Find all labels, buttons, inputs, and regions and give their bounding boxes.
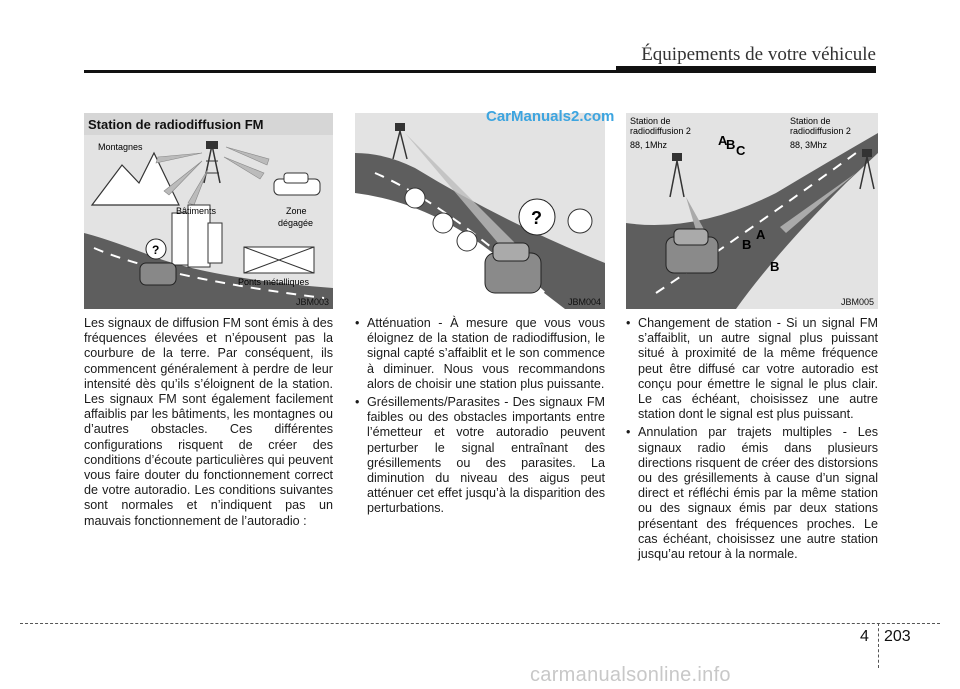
figure-code: JBM005: [840, 297, 874, 307]
figure-code: JBM004: [567, 297, 601, 307]
footer-rule: [20, 623, 940, 624]
figure-station-change-illustration: [626, 113, 878, 309]
bridge-icon: [244, 247, 314, 273]
figure-title: Station de radiodiffusion FM: [88, 117, 264, 132]
watermark-top: CarManuals2.com: [486, 108, 615, 125]
chapter-number: 4: [860, 628, 869, 645]
bullet-list-3: [626, 316, 878, 562]
watermark-footer: carmanualsonline.info: [530, 664, 731, 686]
figure-station-change: [626, 113, 878, 309]
column-3: [626, 316, 878, 565]
question-mark: ?: [152, 243, 160, 257]
question-mark: ?: [531, 208, 542, 228]
right-station-line2: radiodiffusion 2: [790, 126, 851, 136]
list-item: • Grésillements/Parasites - Des signaux FM faibles ou des obstacles importants entre l’émetteur et votre autoradio peuvent perturber le signal entraînant des grésillements ou des parasites. La diminution du niveau des aigus peut atténuer cet effet jusqu’à la disparition des perturbations.: [355, 395, 605, 517]
header-rule-accent: [616, 66, 876, 73]
label-buildings: Bâtiments: [176, 206, 217, 216]
letter-a-top: A: [718, 133, 728, 148]
list-item: • Annulation par trajets multiples - Les signaux radio émis dans plusieurs directions risquent de créer des distorsions ou des grésillements à cause d’un signal direct et réfléchi émis par la même station ou des signaux émis par deux stations présentant des fréquences proches. Le cas échéant, choisissez une autre station jusqu’au retour à la normale.: [626, 425, 878, 562]
letter-a-bottom: A: [756, 227, 766, 242]
intro-paragraph: Les signaux de diffusion FM sont émis à des fréquences élevées et n’épousent pas la courbure de la terre. Par conséquent, ils commencent généralement à perdre de leur intensité dès qu’ils s’éloignent de la station. Les signaux FM sont également facilement affaiblis par les bâtiments, les montagnes ou d’autres obstacles. Ces différentes configurations risquent de créer des conditions d’écoute particulières qui peuvent vous faire douter du fonctionnement correct de votre autoradio. Les conditions suivantes sont normales et n’indiquent pas un mauvais fonctionnement de l’autoradio :: [84, 316, 333, 528]
figure-fm-station-illustration: [84, 113, 333, 309]
left-frequency: 88, 1Mhz: [630, 140, 668, 150]
label-bridges: Ponts métalliques: [238, 277, 310, 287]
column-2: [355, 316, 605, 520]
right-station-line1: Station de: [790, 116, 831, 126]
figure-code: JBM003: [295, 297, 329, 307]
figure-fm-station: [84, 113, 333, 309]
car-icon-road: [140, 263, 176, 285]
figure-attenuation-illustration: [355, 113, 605, 309]
list-item: • Changement de station - Si un signal FM s’affaiblit, un autre signal plus puissant situé à proximité de la même fréquence peut être diffusé car votre autoradio est conçu pour émettre le signal le plus clair. Le cas échéant, choisissez une autre station dont le signal est plus puissant.: [626, 316, 878, 422]
label-zone-1: Zone: [286, 206, 307, 216]
letter-b-bottom-1: B: [742, 237, 752, 252]
left-station-line1: Station de: [630, 116, 671, 126]
bullet-list-2: [355, 316, 605, 517]
letter-c-top: C: [736, 143, 746, 158]
letter-b-bottom-2: B: [770, 259, 780, 274]
left-station-line2: radiodiffusion 2: [630, 126, 691, 136]
letter-b-top: B: [726, 137, 736, 152]
page-number: 203: [884, 628, 911, 645]
figure-attenuation: [355, 113, 605, 309]
label-zone-2: dégagée: [278, 218, 314, 228]
label-mountains: Montagnes: [98, 142, 143, 152]
list-item: • Atténuation - À mesure que vous vous éloignez de la station de radiodiffusion, le signal capté s’affaiblit et le son commence à diminuer. Nous vous recommandons alors de choisir une station plus puissante.: [355, 316, 605, 392]
footer-divider: [878, 623, 879, 668]
right-frequency: 88, 3Mhz: [790, 140, 828, 150]
column-1: [84, 316, 333, 529]
page-header-title: Équipements de votre véhicule: [641, 44, 876, 65]
